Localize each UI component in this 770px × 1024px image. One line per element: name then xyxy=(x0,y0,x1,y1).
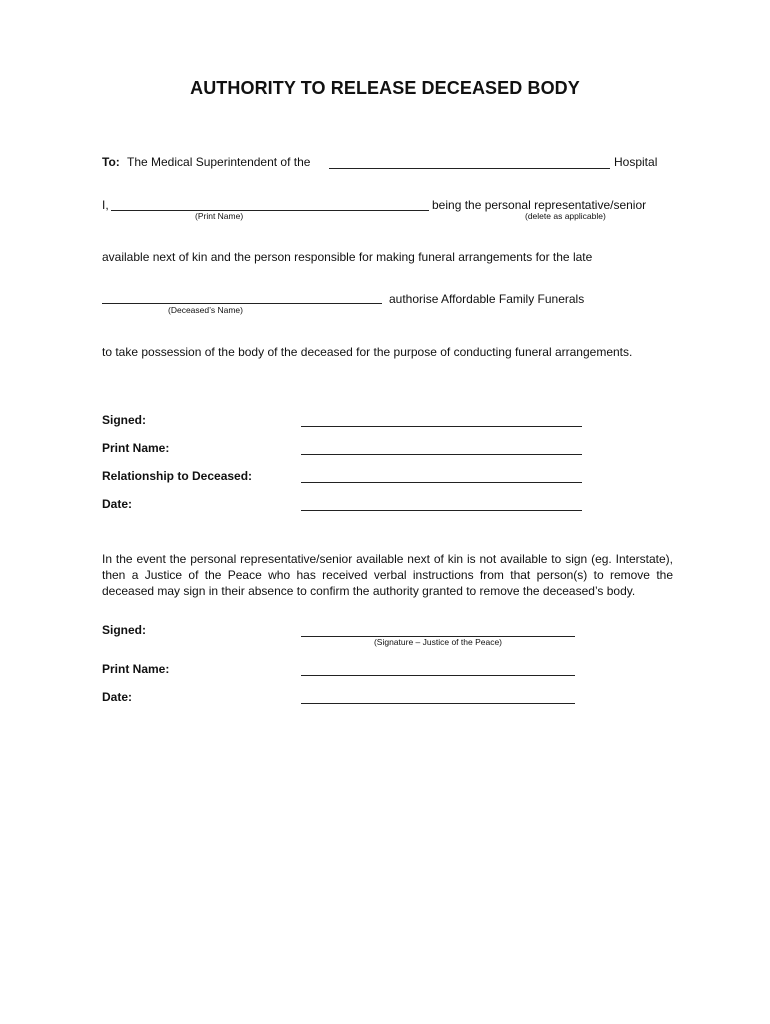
kin-text: available next of kin and the person responsible for making funeral arrangements for the late xyxy=(102,250,593,264)
date-label: Date: xyxy=(102,497,133,511)
relationship-field[interactable] xyxy=(301,482,582,483)
signed-field[interactable] xyxy=(301,426,582,427)
jp-signature-caption: (Signature – Justice of the Peace) xyxy=(373,637,503,647)
jp-signed-label: Signed: xyxy=(102,623,146,637)
jp-print-name-label: Print Name: xyxy=(102,662,170,676)
justice-paragraph: In the event the personal representative/senior available next of kin is not available to sign (eg. Interstate), then a Justice of the Peace who has received verbal instructions from that person(s) to remove the deceased may sign in their absence to confirm the authority granted to remove the deceased’s body. xyxy=(102,552,673,598)
print-name-field[interactable] xyxy=(111,210,429,211)
delete-caption: (delete as applicable) xyxy=(525,211,606,221)
to-label: To: xyxy=(102,155,120,169)
hospital-label: Hospital xyxy=(614,155,658,169)
possession-text: to take possession of the body of the deceased for the purpose of conducting funeral arrangements. xyxy=(102,345,633,359)
deceased-name-field[interactable] xyxy=(102,303,382,304)
deceased-caption: (Deceased’s Name) xyxy=(168,305,243,315)
authorise-text: authorise Affordable Family Funerals xyxy=(389,292,585,306)
print-name-signature-field[interactable] xyxy=(301,454,582,455)
being-text: being the personal representative/senior xyxy=(432,198,647,212)
hospital-name-field[interactable] xyxy=(329,168,610,169)
to-text: The Medical Superintendent of the xyxy=(127,155,311,169)
i-label: I, xyxy=(102,198,109,212)
date-field[interactable] xyxy=(301,510,582,511)
print-name-caption: (Print Name) xyxy=(195,211,244,221)
jp-date-label: Date: xyxy=(102,690,133,704)
jp-print-name-field[interactable] xyxy=(301,675,575,676)
document-title: AUTHORITY TO RELEASE DECEASED BODY xyxy=(190,78,580,98)
print-name-label: Print Name: xyxy=(102,441,170,455)
jp-date-field[interactable] xyxy=(301,703,575,704)
relationship-label: Relationship to Deceased: xyxy=(102,469,253,483)
signed-label: Signed: xyxy=(102,413,146,427)
